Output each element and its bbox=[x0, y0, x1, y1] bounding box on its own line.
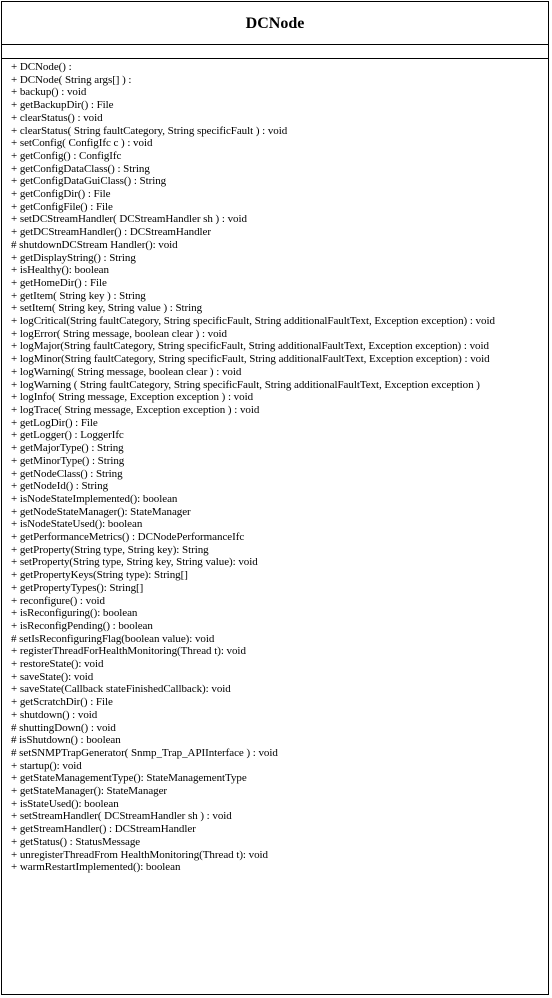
operation-item: + getScratchDir() : File bbox=[11, 696, 113, 709]
operation-item: + DCNode( String args[] ) : bbox=[11, 73, 132, 86]
operation-item: + getPropertyKeys(String type): String[] bbox=[11, 569, 188, 582]
operation-item: + getStateManager(): StateManager bbox=[11, 785, 168, 798]
operation-item: + getProperty(String type, String key): String bbox=[11, 543, 209, 556]
operation-item: + getMajorType() : String bbox=[11, 442, 124, 455]
operation-item: + setProperty(String type, String key, String value): void bbox=[11, 556, 258, 569]
operation-item: + getStatus() : StatusMessage bbox=[11, 835, 141, 848]
operation-item: + isReconfiguring(): boolean bbox=[11, 607, 138, 620]
operation-item: # shutdownDCStream Handler(): void bbox=[11, 238, 178, 251]
uml-class-box bbox=[1, 1, 549, 995]
operation-item: + DCNode() : bbox=[11, 61, 72, 73]
class-name-compartment bbox=[2, 2, 548, 45]
operation-item: + setItem( String key, String value ) : String bbox=[11, 302, 203, 315]
operation-item: # isShutdown() : boolean bbox=[11, 734, 121, 747]
operation-item: + getStreamHandler() : DCStreamHandler bbox=[11, 823, 196, 836]
operation-item: + getPropertyTypes(): String[] bbox=[11, 581, 144, 594]
operation-item: + getBackupDir() : File bbox=[11, 99, 114, 112]
operation-item: + getStateManagementType(): StateManagementType bbox=[11, 772, 247, 785]
operation-item: + clearStatus() : void bbox=[11, 111, 103, 124]
operation-item: + logInfo( String message, Exception exception ) : void bbox=[11, 391, 254, 404]
operation-item: + warmRestartImplemented(): boolean bbox=[11, 861, 181, 874]
operation-item: + getConfig() : ConfigIfc bbox=[11, 149, 122, 162]
operation-item: # setIsReconfiguringFlag(boolean value): void bbox=[11, 632, 215, 645]
operation-item: + reconfigure() : void bbox=[11, 594, 105, 607]
operation-item: + getConfigDir() : File bbox=[11, 188, 111, 201]
operation-item: + logWarning ( String faultCategory, String specificFault, String additionalFaultText, Exception exception ) bbox=[11, 378, 480, 391]
operation-item: + logMinor(String faultCategory, String specificFault, String additionalFaultText, Exception exception) : void bbox=[11, 353, 490, 366]
operation-item: + getHomeDir() : File bbox=[11, 276, 107, 289]
operation-item: + logWarning( String message, boolean clear ) : void bbox=[11, 365, 242, 378]
operation-item: + logError( String message, boolean clear ) : void bbox=[11, 327, 228, 340]
operation-item: + getNodeId() : String bbox=[11, 480, 109, 493]
operation-item: + getConfigDataGuiClass() : String bbox=[11, 175, 167, 188]
operation-item: + setConfig( ConfigIfc c ) : void bbox=[11, 137, 153, 150]
operation-item: + getPerformanceMetrics() : DCNodePerformanceIfc bbox=[11, 531, 245, 544]
operation-item: + unregisterThreadFrom HealthMonitoring(Thread t): void bbox=[11, 848, 268, 861]
operation-item: + getMinorType() : String bbox=[11, 454, 125, 467]
operation-item: + getConfigFile() : File bbox=[11, 200, 113, 213]
operation-item: + shutdown() : void bbox=[11, 708, 98, 721]
operation-item: + registerThreadForHealthMonitoring(Thread t): void bbox=[11, 645, 246, 658]
operation-item: + startup(): void bbox=[11, 759, 82, 772]
operation-item: + isHealthy(): boolean bbox=[11, 264, 109, 277]
operation-item: + logTrace( String message, Exception exception ) : void bbox=[11, 403, 260, 416]
operation-item: + isNodeStateImplemented(): boolean bbox=[11, 492, 178, 505]
operation-item: + getConfigDataClass() : String bbox=[11, 162, 150, 175]
operation-item: + getNodeStateManager(): StateManager bbox=[11, 505, 191, 518]
operation-item: + getNodeClass() : String bbox=[11, 467, 123, 480]
operation-item: + saveState(): void bbox=[11, 670, 94, 683]
operation-item: + setDCStreamHandler( DCStreamHandler sh ) : void bbox=[11, 213, 247, 226]
class-name: DCNode bbox=[245, 15, 305, 32]
attributes-compartment bbox=[2, 45, 548, 59]
operation-item: + restoreState(): void bbox=[11, 658, 104, 671]
operation-item: + getLogger() : LoggerIfc bbox=[11, 429, 124, 442]
operation-item: + saveState(Callback stateFinishedCallback): void bbox=[11, 683, 231, 696]
operation-item: + backup() : void bbox=[11, 86, 87, 99]
operation-item: + isReconfigPending() : boolean bbox=[11, 619, 153, 632]
operations-compartment bbox=[2, 59, 548, 874]
operation-item: + setStreamHandler( DCStreamHandler sh ) : void bbox=[11, 810, 232, 823]
operation-item: + getDisplayString() : String bbox=[11, 251, 136, 264]
operation-item: + getLogDir() : File bbox=[11, 416, 98, 429]
operation-item: + getItem( String key ) : String bbox=[11, 289, 146, 302]
operation-item: + isNodeStateUsed(): boolean bbox=[11, 518, 143, 531]
operation-item: # setSNMPTrapGenerator( Snmp_Trap_APIInterface ) : void bbox=[11, 746, 278, 759]
operation-item: + logMajor(String faultCategory, String specificFault, String additionalFaultText, Exception exception) : void bbox=[11, 340, 489, 353]
operation-item: # shuttingDown() : void bbox=[11, 721, 116, 734]
operation-item: + isStateUsed(): boolean bbox=[11, 797, 119, 810]
operation-item: + logCritical(String faultCategory, String specificFault, String additionalFaultText, Exception exception) : void bbox=[11, 315, 495, 328]
operation-item: + getDCStreamHandler() : DCStreamHandler bbox=[11, 226, 212, 239]
operation-item: + clearStatus( String faultCategory, String specificFault ) : void bbox=[11, 124, 288, 137]
